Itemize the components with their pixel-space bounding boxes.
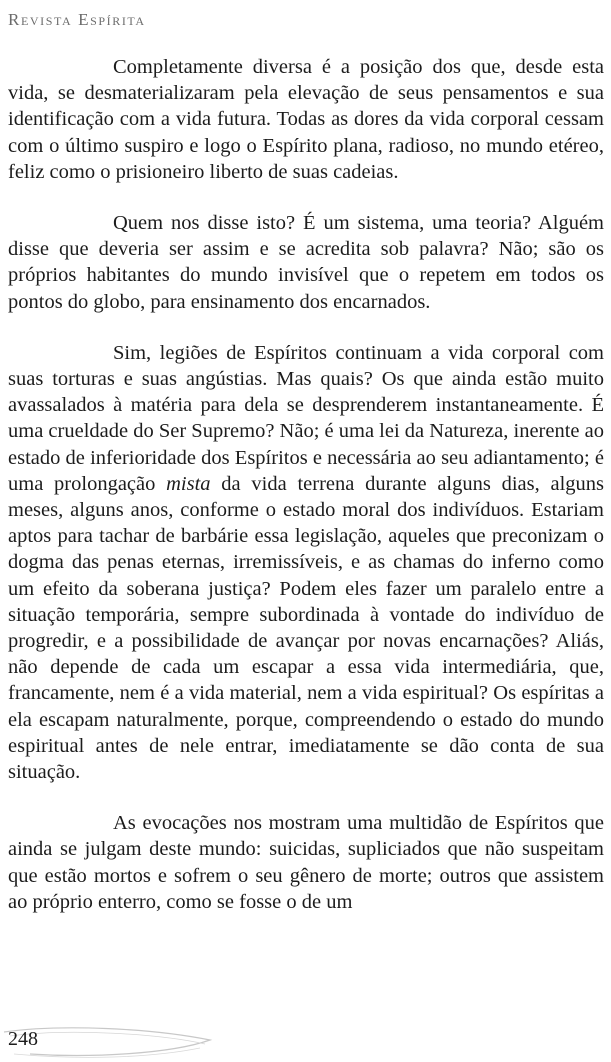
paragraph-3-text-before: Sim, legiões de Espíritos continuam a vida corporal com suas torturas e suas angústias. Mas quais? Os que ainda estão muito avassalados à matéria para dela se desprenderem instantaneamente. É uma crueldade do Ser Supremo? Não; é uma lei da Natureza, inerente ao estado de inferioridade dos Espíritos e necessária ao seu adiantamento; é uma prolongação — [8, 341, 604, 495]
paragraph-4: As evocações nos mostram uma multidão de Espíritos que ainda se julgam deste mundo: suicidas, supliciados que não suspeitam que estão mortos e sofrem o seu gênero de morte; outros que assistem ao próprio enterro, como se fosse o de um — [8, 812, 604, 913]
paragraph-3 — [8, 340, 604, 785]
paragraph-2: Quem nos disse isto? É um sistema, uma teoria? Alguém disse que deveria ser assim e se acredita sob palavra? Não; são os próprios habitantes do mundo invisível que o repetem em todos os pontos do globo, para ensinamento dos encarnados. — [8, 212, 604, 313]
page-number: 248 — [8, 1028, 38, 1050]
paragraph-1: Completamente diversa é a posição dos que, desde esta vida, se desmaterializaram pela elevação de seus pensamentos e sua identificação com a vida futura. Todas as dores da vida corporal cessam com o último suspiro e logo o Espírito plana, radioso, no mundo etéreo, feliz como o prisioneiro liberto de suas cadeias. — [8, 56, 604, 183]
decorative-swoosh — [0, 1018, 611, 1062]
emphasis-mista: mista — [166, 472, 211, 495]
running-header: Revista Espírita — [8, 10, 146, 29]
paragraph-3-text-after: da vida terrena durante alguns dias, alguns meses, alguns anos, conforme o estado moral dos indivíduos. Estariam aptos para tachar de barbárie essa legislação, aqueles que preconizam o dogma das penas eternas, irremissíveis, e as chamas do inferno como um efeito da soberana justiça? Podem eles fazer um paralelo entre a situação temporária, sempre subordinada à vontade do indivíduo de progredir, e a possibilidade de avançar por novas encarnações? Aliás, não depende de cada um escapar a essa vida intermediária, que, francamente, nem é a vida material, nem a vida espiritual? Os espíritas a ela escapam naturalmente, porque, compreendendo o estado do mundo espiritual antes de nele entrar, imediatamente se dão conta de sua situação. — [8, 472, 605, 784]
page-body — [8, 54, 604, 940]
page-footer — [0, 1018, 611, 1062]
